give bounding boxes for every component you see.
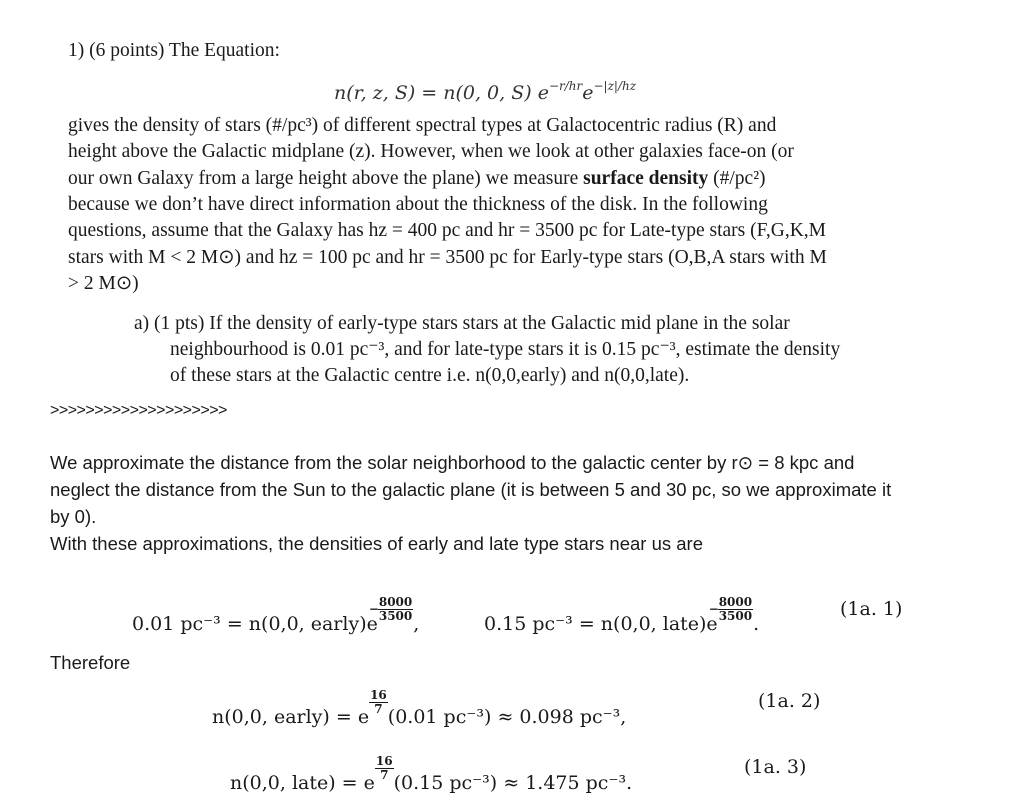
para-line-3	[68, 166, 766, 192]
para-line-1: gives the density of stars (#/pc³) of different spectral types at Galactocentric radius (R) and	[68, 115, 777, 136]
para-line-5: questions, assume that the Galaxy has hz = 400 pc and hr = 3500 pc for Late-type stars (F,G,K,M	[68, 220, 827, 241]
eq3-exponent	[375, 755, 394, 782]
para-line-3-text: our own Galaxy from a large height above the plane) we measure	[68, 168, 579, 189]
part-a-line-1: a) (1 pts) If the density of early-type stars stars at the Galactic mid plane in the solar	[134, 313, 790, 334]
answer-line-3: by 0).	[50, 506, 97, 527]
eq3-exp-den: 7	[380, 768, 389, 782]
density-equation: n(r, z, S) = n(0, 0, S) $e^{-r/hr}e^{-|z|/hz}$	[334, 79, 637, 104]
eq1-right-exponent: − 8000 3500	[708, 595, 753, 623]
para-line-4: because we don’t have direct information about the thickness of the disk. In the following	[68, 194, 768, 215]
eq1-left-exp-num: 8000	[378, 595, 413, 609]
answer-line-2: neglect the distance from the Sun to the galactic plane (it is between 5 and 30 pc, so we approximate it	[50, 479, 892, 500]
eq1-left-text: 0.01 pc⁻³ = n(0,0, early)e	[132, 613, 378, 635]
eq3-text-a: n(0,0, late) = e	[230, 772, 375, 794]
eq-label-1a3: (1a. 3)	[744, 756, 807, 778]
para-line-2: height above the Galactic midplane (z). However, when we look at other galaxies face-on (or	[68, 141, 794, 162]
eq3-exp-num: 16	[375, 754, 393, 768]
part-a-line-3: of these stars at the Galactic centre i.e. n(0,0,early) and n(0,0,late).	[170, 365, 690, 386]
answer-line-1: We approximate the distance from the solar neighborhood to the galactic center by r⊙ = 8 kpc and	[50, 452, 855, 473]
eq1-right-exp-num: 8000	[718, 595, 753, 609]
equation-1a1-left: 0.01 pc⁻³ = n(0,0, early)e − 8000 3500 ,	[132, 595, 420, 635]
equation-body: n(r, z, S) = n(0, 0, S) e	[334, 82, 549, 104]
surface-density-term: surface density	[583, 168, 709, 189]
para-line-7: > 2 M⊙)	[68, 273, 139, 294]
eq1-left-exp-den: 3500	[378, 609, 413, 623]
part-a-line-2: neighbourhood is 0.01 pc⁻³, and for late-type stars it is 0.15 pc⁻³, estimate the density	[170, 339, 841, 360]
eq-label-1a1: (1a. 1)	[840, 598, 903, 620]
equation-exponent-z: −|z|/hz	[593, 79, 637, 93]
equation-1a1-right: 0.15 pc⁻³ = n(0,0, late)e − 8000 3500 .	[484, 595, 760, 635]
eq2-exp-num: 16	[370, 688, 387, 702]
eq1-right-exp-den: 3500	[718, 609, 753, 623]
eq2-text-b: (0.01 pc⁻³) ≈ 0.098 pc⁻³,	[387, 706, 627, 728]
eq2-text-a: n(0,0, early) = e	[212, 706, 370, 728]
eq2-exponent	[369, 689, 388, 716]
answer-separator: >>>>>>>>>>>>>>>>>>>>	[50, 402, 227, 419]
equation-1a3	[230, 755, 632, 794]
equation-1a2	[212, 689, 626, 728]
surface-density-unit: (#/pc²)	[708, 168, 766, 189]
eq-label-1a2: (1a. 2)	[758, 690, 821, 712]
question-title: 1) (6 points) The Equation:	[68, 40, 280, 61]
therefore-label: Therefore	[50, 652, 131, 673]
eq3-text-b: (0.15 pc⁻³) ≈ 1.475 pc⁻³.	[393, 772, 633, 794]
equation-exponent-r: −r/hr	[548, 79, 583, 93]
para-line-6: stars with M < 2 M⊙) and hz = 100 pc and hr = 3500 pc for Early-type stars (O,B,A stars with M	[68, 247, 827, 268]
answer-line-4: With these approximations, the densities of early and late type stars near us are	[50, 533, 703, 554]
eq1-left-exponent: − 8000 3500	[368, 595, 413, 623]
eq1-right-text: 0.15 pc⁻³ = n(0,0, late)e	[484, 613, 718, 635]
eq2-exp-den: 7	[374, 702, 383, 716]
